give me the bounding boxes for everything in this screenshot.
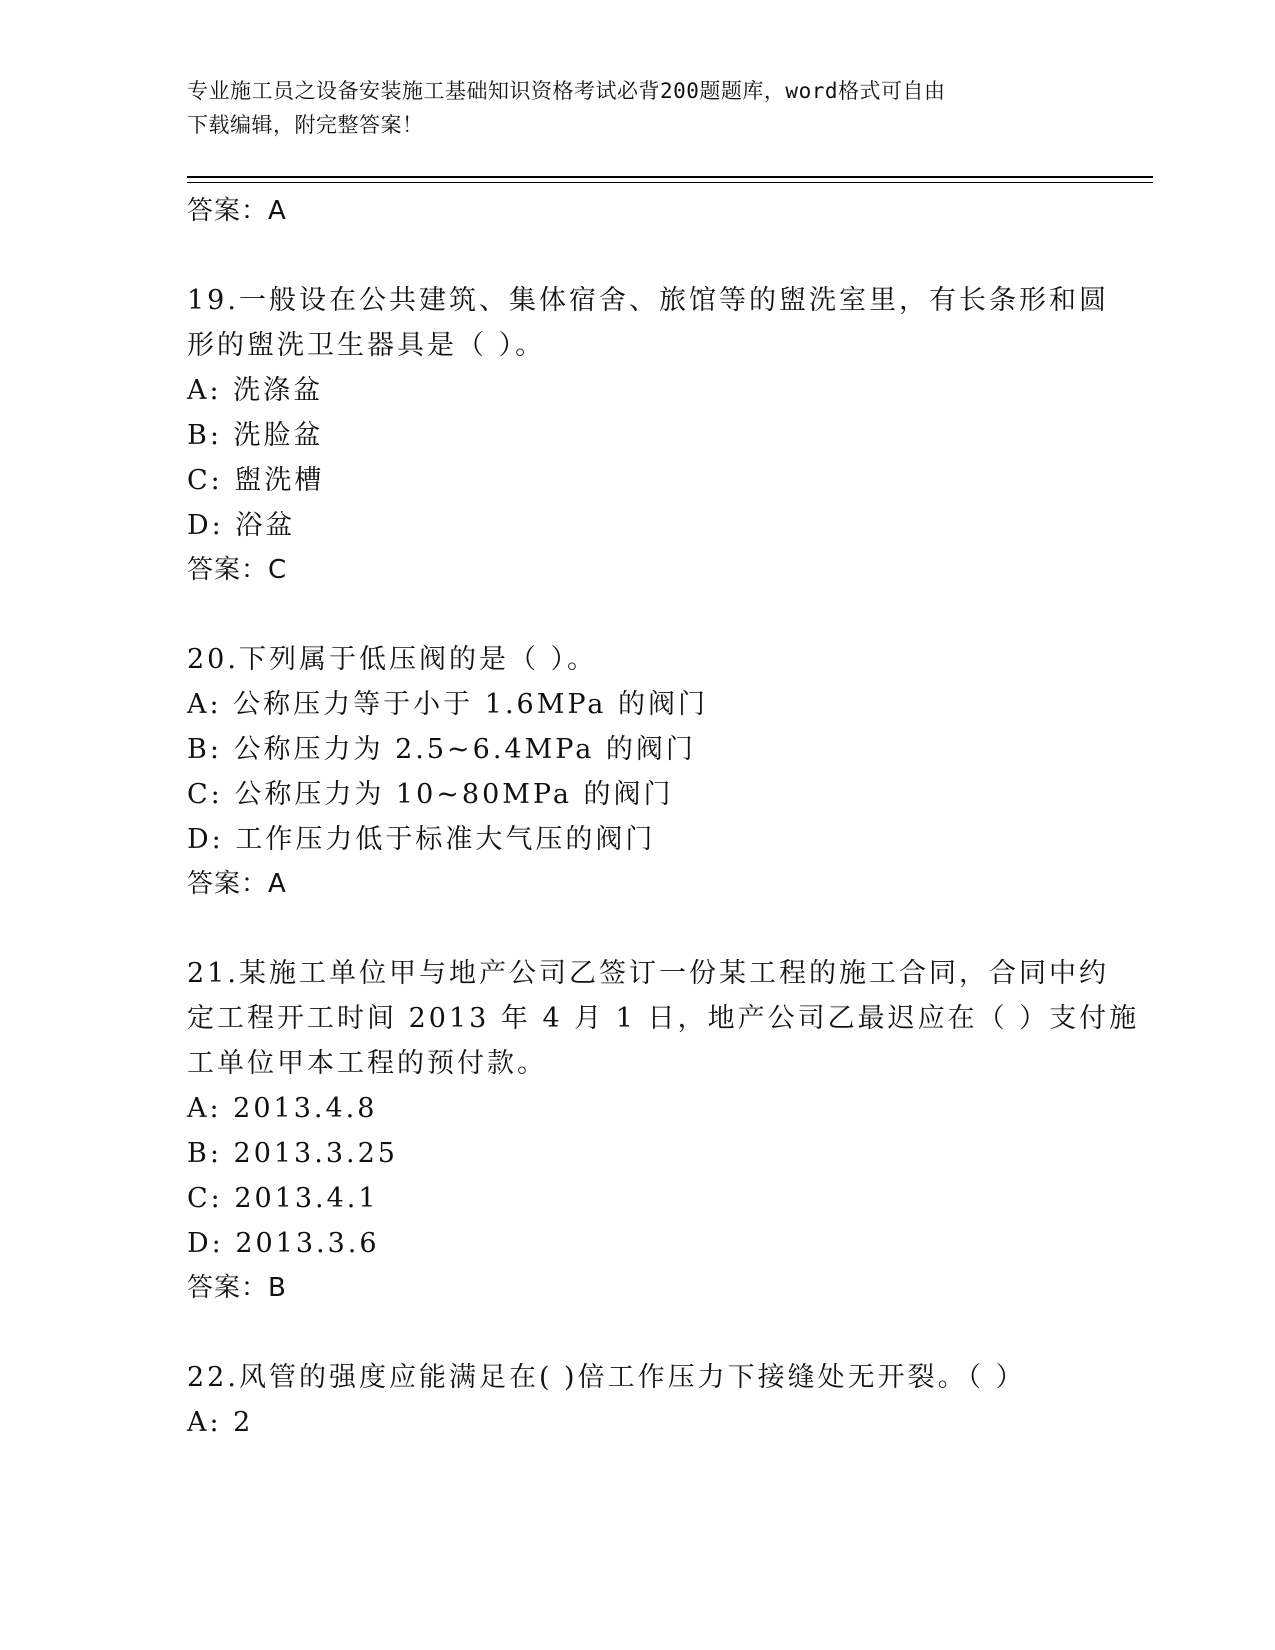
answer-line: 答案：A (187, 869, 287, 899)
question-text-line: 定工程开工时间 2013 年 4 月 1 日，地产公司乙最迟应在（ ）支付施 (187, 1003, 1140, 1034)
header-divider-thick (187, 176, 1153, 178)
header-divider-thin (187, 182, 1153, 183)
question-21 (187, 951, 1140, 1311)
option-d: D: 2013.3.6 (187, 1228, 380, 1259)
question-text-line: 工单位甲本工程的预付款。 (187, 1048, 547, 1079)
question-19 (187, 278, 1109, 593)
question-text-line: 22.风管的强度应能满足在( )倍工作压力下接缝处无开裂。（ ） (187, 1362, 1026, 1393)
option-c: C: 2013.4.1 (187, 1183, 379, 1214)
option-d: D: 浴盆 (187, 510, 296, 541)
option-a: A: 公称压力等于小于 1.6MPa 的阀门 (187, 689, 708, 720)
question-text-line: 形的盥洗卫生器具是（ ）。 (187, 330, 546, 361)
header-line-2: 下载编辑，附完整答案！ (187, 113, 424, 137)
question-text-line: 21.某施工单位甲与地产公司乙签订一份某工程的施工合同，合同中约 (187, 958, 1109, 989)
option-c: C: 盥洗槽 (187, 465, 325, 496)
spacer (187, 593, 1087, 637)
option-b: B: 2013.3.25 (187, 1138, 398, 1169)
answer-line: 答案：B (187, 1273, 287, 1303)
question-20 (187, 637, 1087, 907)
answer-line: 答案：A (187, 196, 287, 226)
answer-line: 答案：C (187, 555, 288, 585)
question-22 (187, 1355, 1087, 1445)
header-line-1: 专业施工员之设备安装施工基础知识资格考试必背200题题库，word格式可自由 (187, 79, 946, 103)
question-list (187, 189, 1140, 1445)
option-b: B: 公称压力为 2.5~6.4MPa 的阀门 (187, 734, 696, 765)
spacer (187, 907, 1087, 951)
spacer (187, 234, 1087, 278)
option-c: C: 公称压力为 10~80MPa 的阀门 (187, 779, 674, 810)
option-d: D: 工作压力低于标准大气压的阀门 (187, 824, 656, 855)
document-header (187, 74, 1067, 142)
option-a: A: 2013.4.8 (187, 1093, 378, 1124)
option-a: A: 2 (187, 1407, 254, 1438)
question-text-line: 19.一般设在公共建筑、集体宿舍、旅馆等的盥洗室里，有长条形和圆 (187, 285, 1109, 316)
spacer (187, 1311, 1087, 1355)
option-b: B: 洗脸盆 (187, 420, 324, 451)
option-a: A: 洗涤盆 (187, 375, 324, 406)
question-text-line: 20.下列属于低压阀的是（ ）。 (187, 644, 598, 675)
